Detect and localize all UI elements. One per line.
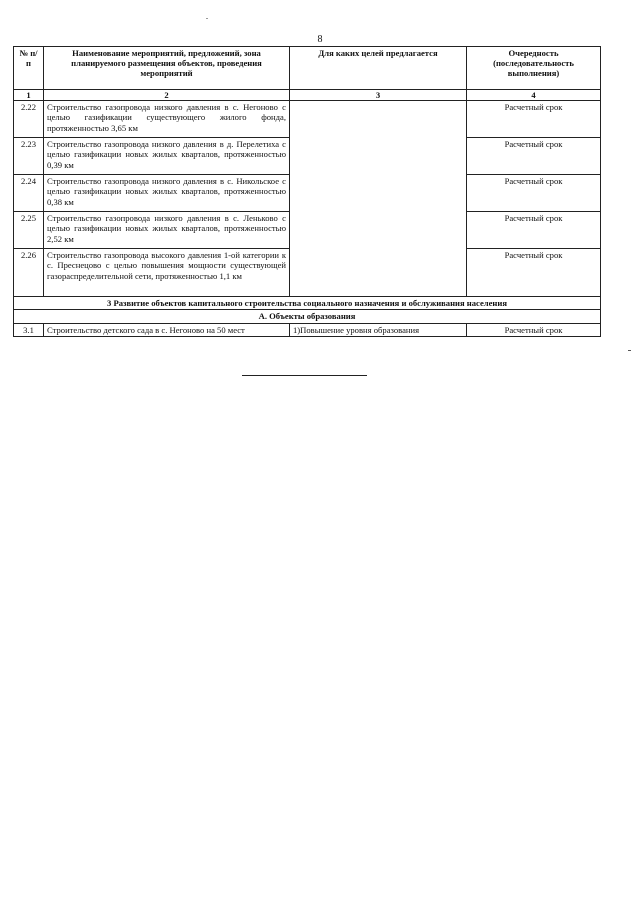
- row-number: 2.24: [14, 175, 44, 212]
- scan-artifact: [628, 350, 631, 351]
- header-name: Наименование мероприятий, предложений, зона планируемого размещения объектов, проведения мероприятий: [44, 47, 290, 90]
- section-title: 3 Развитие объектов капитального строительства социального назначения и обслуживания населения: [14, 297, 601, 310]
- header-purpose: Для каких целей предлагается: [290, 47, 467, 90]
- row-name: Строительство газопровода низкого давления в д. Перелетиха с целью газификации новых жилых кварталов, протяженностью 0,39 км: [44, 138, 290, 175]
- scan-artifact: [206, 18, 208, 19]
- subsection-title: А. Объекты образования: [14, 310, 601, 323]
- row-name: Строительство газопровода низкого давления в с. Негоново с целью газификации существующего жилого фонда, протяженностью 3,65 км: [44, 101, 290, 138]
- header-order: Очередность (последовательность выполнения): [467, 47, 601, 90]
- row-number: 2.22: [14, 101, 44, 138]
- column-numbers-row: [14, 90, 601, 101]
- row-order: Расчетный срок: [467, 101, 601, 138]
- row-name: Строительство газопровода низкого давления в с. Леньково с целью газификации новых жилых кварталов, протяженностью 2,52 км: [44, 212, 290, 249]
- measures-table: [13, 46, 601, 337]
- column-number: 1: [14, 90, 44, 101]
- row-order: Расчетный срок: [467, 138, 601, 175]
- row-order: Расчетный срок: [467, 175, 601, 212]
- row-order: Расчетный срок: [467, 249, 601, 297]
- row-number: 3.1: [14, 323, 44, 336]
- column-number: 4: [467, 90, 601, 101]
- row-order: Расчетный срок: [467, 323, 601, 336]
- row-order: Расчетный срок: [467, 212, 601, 249]
- row-number: 2.25: [14, 212, 44, 249]
- end-of-document-rule: [242, 375, 367, 376]
- table-row: [14, 101, 601, 138]
- column-number: 2: [44, 90, 290, 101]
- row-number: 2.23: [14, 138, 44, 175]
- row-name: Строительство газопровода высокого давления 1-ой категории к с. Преснецово с целью повышения мощности существующей газораспределительной сети, протяженностью 1,1 км: [44, 249, 290, 297]
- row-number: 2.26: [14, 249, 44, 297]
- column-number: 3: [290, 90, 467, 101]
- row-name: Строительство газопровода низкого давления в с. Никольское с целью газификации новых жилых кварталов, протяженностью 0,38 км: [44, 175, 290, 212]
- section-row: [14, 297, 601, 310]
- row-purpose: 1)Повышение уровня образования: [290, 323, 467, 336]
- subsection-row: [14, 310, 601, 323]
- page-number: 8: [317, 34, 323, 45]
- row-purpose-merged: [290, 101, 467, 297]
- table-row: [14, 323, 601, 336]
- row-name: Строительство детского сада в с. Негоново на 50 мест: [44, 323, 290, 336]
- header-num: № п/п: [14, 47, 44, 90]
